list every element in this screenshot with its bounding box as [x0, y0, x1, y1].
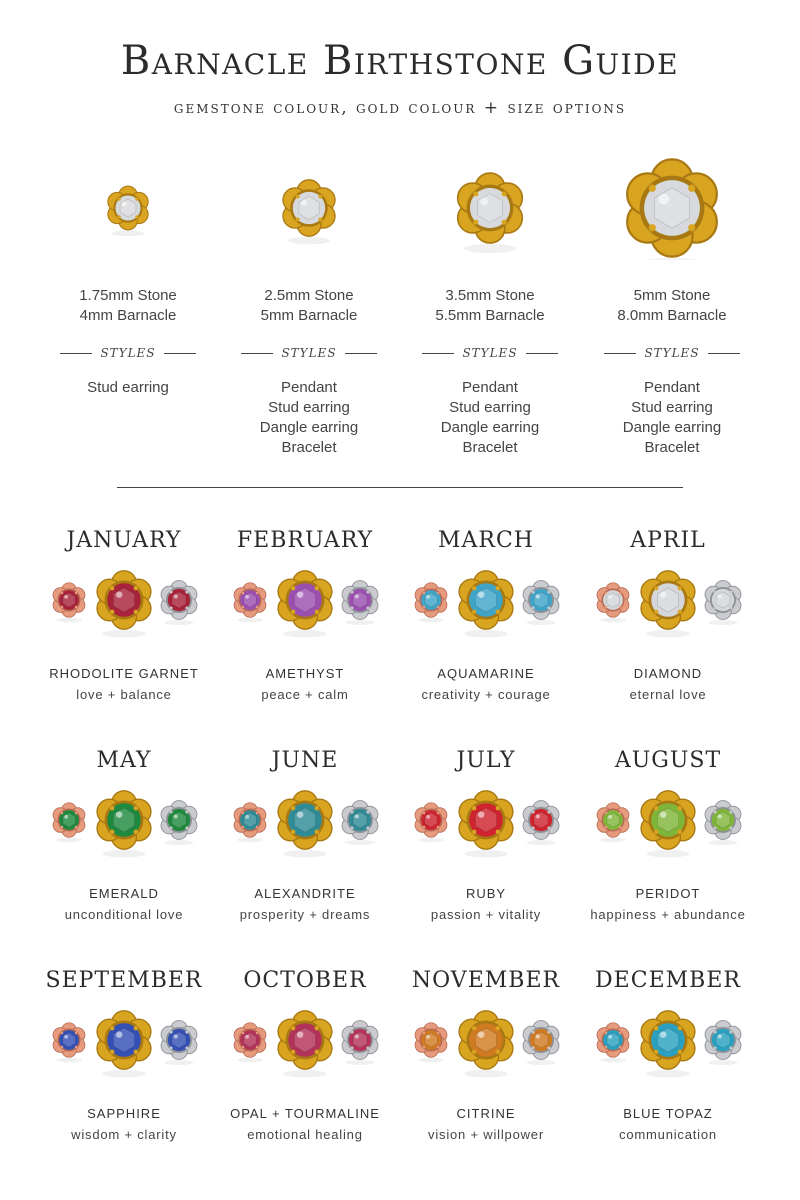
stone-meaning: communication: [619, 1127, 717, 1142]
month-name: APRIL: [630, 528, 706, 553]
stone-size: 1.75mm Stone: [79, 287, 177, 304]
gold-barnacle-stud: [627, 159, 717, 260]
silver-stud: [342, 581, 378, 625]
gold-barnacle-stud: [108, 186, 148, 236]
styles-heading: [37, 346, 219, 360]
styles-list: [581, 378, 763, 458]
stone-name: SAPPHIRE: [87, 1106, 161, 1121]
style-item: Stud earring: [631, 399, 713, 416]
heading-rule: [526, 353, 558, 354]
birthstone-studs-image: [577, 1004, 759, 1084]
rose-gold-stud: [53, 1023, 85, 1063]
heading-rule: [708, 353, 740, 354]
style-item: Dangle earring: [440, 419, 540, 436]
styles-heading: [581, 346, 763, 360]
month-name: OCTOBER: [243, 968, 367, 993]
rose-gold-stud: [234, 1023, 266, 1063]
month-name: JUNE: [271, 748, 339, 773]
rose-gold-stud: [415, 583, 447, 623]
stone-meaning: vision + willpower: [428, 1127, 544, 1142]
page-title: Barnacle Birthstone Guide: [120, 38, 680, 84]
rose-gold-stud: [234, 803, 266, 843]
rose-gold-stud: [597, 803, 629, 843]
rose-gold-stud: [597, 583, 629, 623]
style-item: Stud earring: [87, 379, 169, 396]
stone-name: EMERALD: [89, 886, 159, 901]
rose-gold-stud: [53, 583, 85, 623]
stone-meaning: passion + vitality: [430, 907, 542, 922]
styles-list: [218, 378, 400, 458]
heading-rule: [241, 353, 273, 354]
style-item: Dangle earring: [622, 419, 722, 436]
silver-stud: [161, 801, 197, 845]
month-name: MAY: [96, 748, 152, 773]
barnacle-size-image: [399, 150, 581, 260]
styles-label: STYLES: [644, 346, 700, 360]
gold-stud: [641, 1011, 695, 1078]
stone-size: 5mm Stone: [633, 287, 711, 304]
birthstone-studs-image: [395, 784, 577, 864]
silver-stud: [161, 581, 197, 625]
gold-stud: [641, 791, 695, 858]
style-item: Pendant: [281, 379, 337, 396]
barnacle-size-image: [37, 150, 219, 260]
stone-meaning: prosperity + dreams: [239, 907, 371, 922]
stone-name: RHODOLITE GARNET: [49, 666, 199, 681]
styles-list: [399, 378, 581, 458]
stone-meaning: wisdom + clarity: [71, 1127, 177, 1142]
gold-stud: [97, 1011, 151, 1078]
stone-meaning: love + balance: [76, 687, 172, 702]
birthstone-studs-image: [214, 784, 396, 864]
stone-name: CITRINE: [456, 1106, 516, 1121]
gold-stud: [459, 1011, 513, 1078]
barnacle-size: 4mm Barnacle: [79, 307, 177, 324]
birthstone-studs-image: [577, 784, 759, 864]
birthstone-studs-image: [577, 564, 759, 644]
stone-size: 3.5mm Stone: [445, 287, 535, 304]
silver-stud: [523, 1021, 559, 1065]
barnacle-size: 5mm Barnacle: [260, 307, 358, 324]
stone-meaning: creativity + courage: [421, 687, 551, 702]
gold-stud: [459, 571, 513, 638]
stone-name: DIAMOND: [633, 666, 703, 681]
stone-name: RUBY: [465, 886, 507, 901]
month-name: JANUARY: [66, 528, 182, 553]
rose-gold-stud: [415, 1023, 447, 1063]
gold-barnacle-stud: [283, 180, 335, 244]
style-item: Bracelet: [462, 439, 518, 456]
silver-stud: [161, 1021, 197, 1065]
month-name: FEBRUARY: [236, 528, 374, 553]
heading-rule: [604, 353, 636, 354]
barnacle-size-image: [218, 150, 400, 260]
gold-stud: [641, 571, 695, 638]
gold-stud: [278, 571, 332, 638]
style-item: Pendant: [644, 379, 700, 396]
styles-heading: [399, 346, 581, 360]
heading-rule: [345, 353, 377, 354]
styles-label: STYLES: [281, 346, 337, 360]
styles-label: STYLES: [462, 346, 518, 360]
heading-rule: [422, 353, 454, 354]
stone-meaning: peace + calm: [261, 687, 349, 702]
rose-gold-stud: [415, 803, 447, 843]
birthstone-studs-image: [33, 784, 215, 864]
silver-stud: [342, 1021, 378, 1065]
stone-meaning: emotional healing: [247, 1127, 363, 1142]
gold-stud: [459, 791, 513, 858]
gold-barnacle-stud: [458, 173, 523, 253]
month-name: AUGUST: [614, 748, 722, 773]
birthstone-studs-image: [395, 1004, 577, 1084]
stone-name: PERIDOT: [635, 886, 701, 901]
month-name: SEPTEMBER: [45, 968, 203, 993]
birthstone-studs-image: [33, 1004, 215, 1084]
stone-meaning: happiness + abundance: [590, 907, 746, 922]
rose-gold-stud: [53, 803, 85, 843]
silver-stud: [705, 1021, 741, 1065]
stone-size: 2.5mm Stone: [264, 287, 354, 304]
gold-stud: [97, 791, 151, 858]
style-item: Stud earring: [449, 399, 531, 416]
style-item: Dangle earring: [259, 419, 359, 436]
birthstone-studs-image: [33, 564, 215, 644]
stone-name: AMETHYST: [265, 666, 345, 681]
stone-name: AQUAMARINE: [437, 666, 535, 681]
month-name: DECEMBER: [595, 968, 741, 993]
month-name: JULY: [456, 748, 516, 773]
gold-stud: [278, 1011, 332, 1078]
barnacle-size: 5.5mm Barnacle: [435, 307, 545, 324]
barnacle-size: 8.0mm Barnacle: [617, 307, 727, 324]
stone-name: BLUE TOPAZ: [623, 1106, 713, 1121]
silver-stud: [342, 801, 378, 845]
silver-stud: [523, 581, 559, 625]
style-item: Pendant: [462, 379, 518, 396]
silver-stud: [523, 801, 559, 845]
stone-meaning: eternal love: [629, 687, 707, 702]
style-item: Bracelet: [281, 439, 337, 456]
page-subtitle: gemstone colour, gold colour + size options: [173, 98, 627, 118]
gold-stud: [97, 571, 151, 638]
styles-heading: [218, 346, 400, 360]
barnacle-size-image: [581, 150, 763, 260]
heading-rule: [60, 353, 92, 354]
style-item: Stud earring: [268, 399, 350, 416]
styles-label: STYLES: [100, 346, 156, 360]
month-name: NOVEMBER: [411, 968, 561, 993]
birthstone-studs-image: [395, 564, 577, 644]
rose-gold-stud: [234, 583, 266, 623]
stone-meaning: unconditional love: [64, 907, 184, 922]
styles-list: [37, 378, 219, 398]
stone-name: ALEXANDRITE: [254, 886, 356, 901]
birthstone-studs-image: [214, 1004, 396, 1084]
silver-stud: [705, 801, 741, 845]
month-name: MARCH: [438, 528, 534, 553]
style-item: Bracelet: [644, 439, 700, 456]
stone-name: OPAL + TOURMALINE: [230, 1106, 380, 1121]
rose-gold-stud: [597, 1023, 629, 1063]
silver-stud: [705, 581, 741, 625]
section-divider: [117, 487, 683, 488]
gold-stud: [278, 791, 332, 858]
heading-rule: [164, 353, 196, 354]
birthstone-studs-image: [214, 564, 396, 644]
